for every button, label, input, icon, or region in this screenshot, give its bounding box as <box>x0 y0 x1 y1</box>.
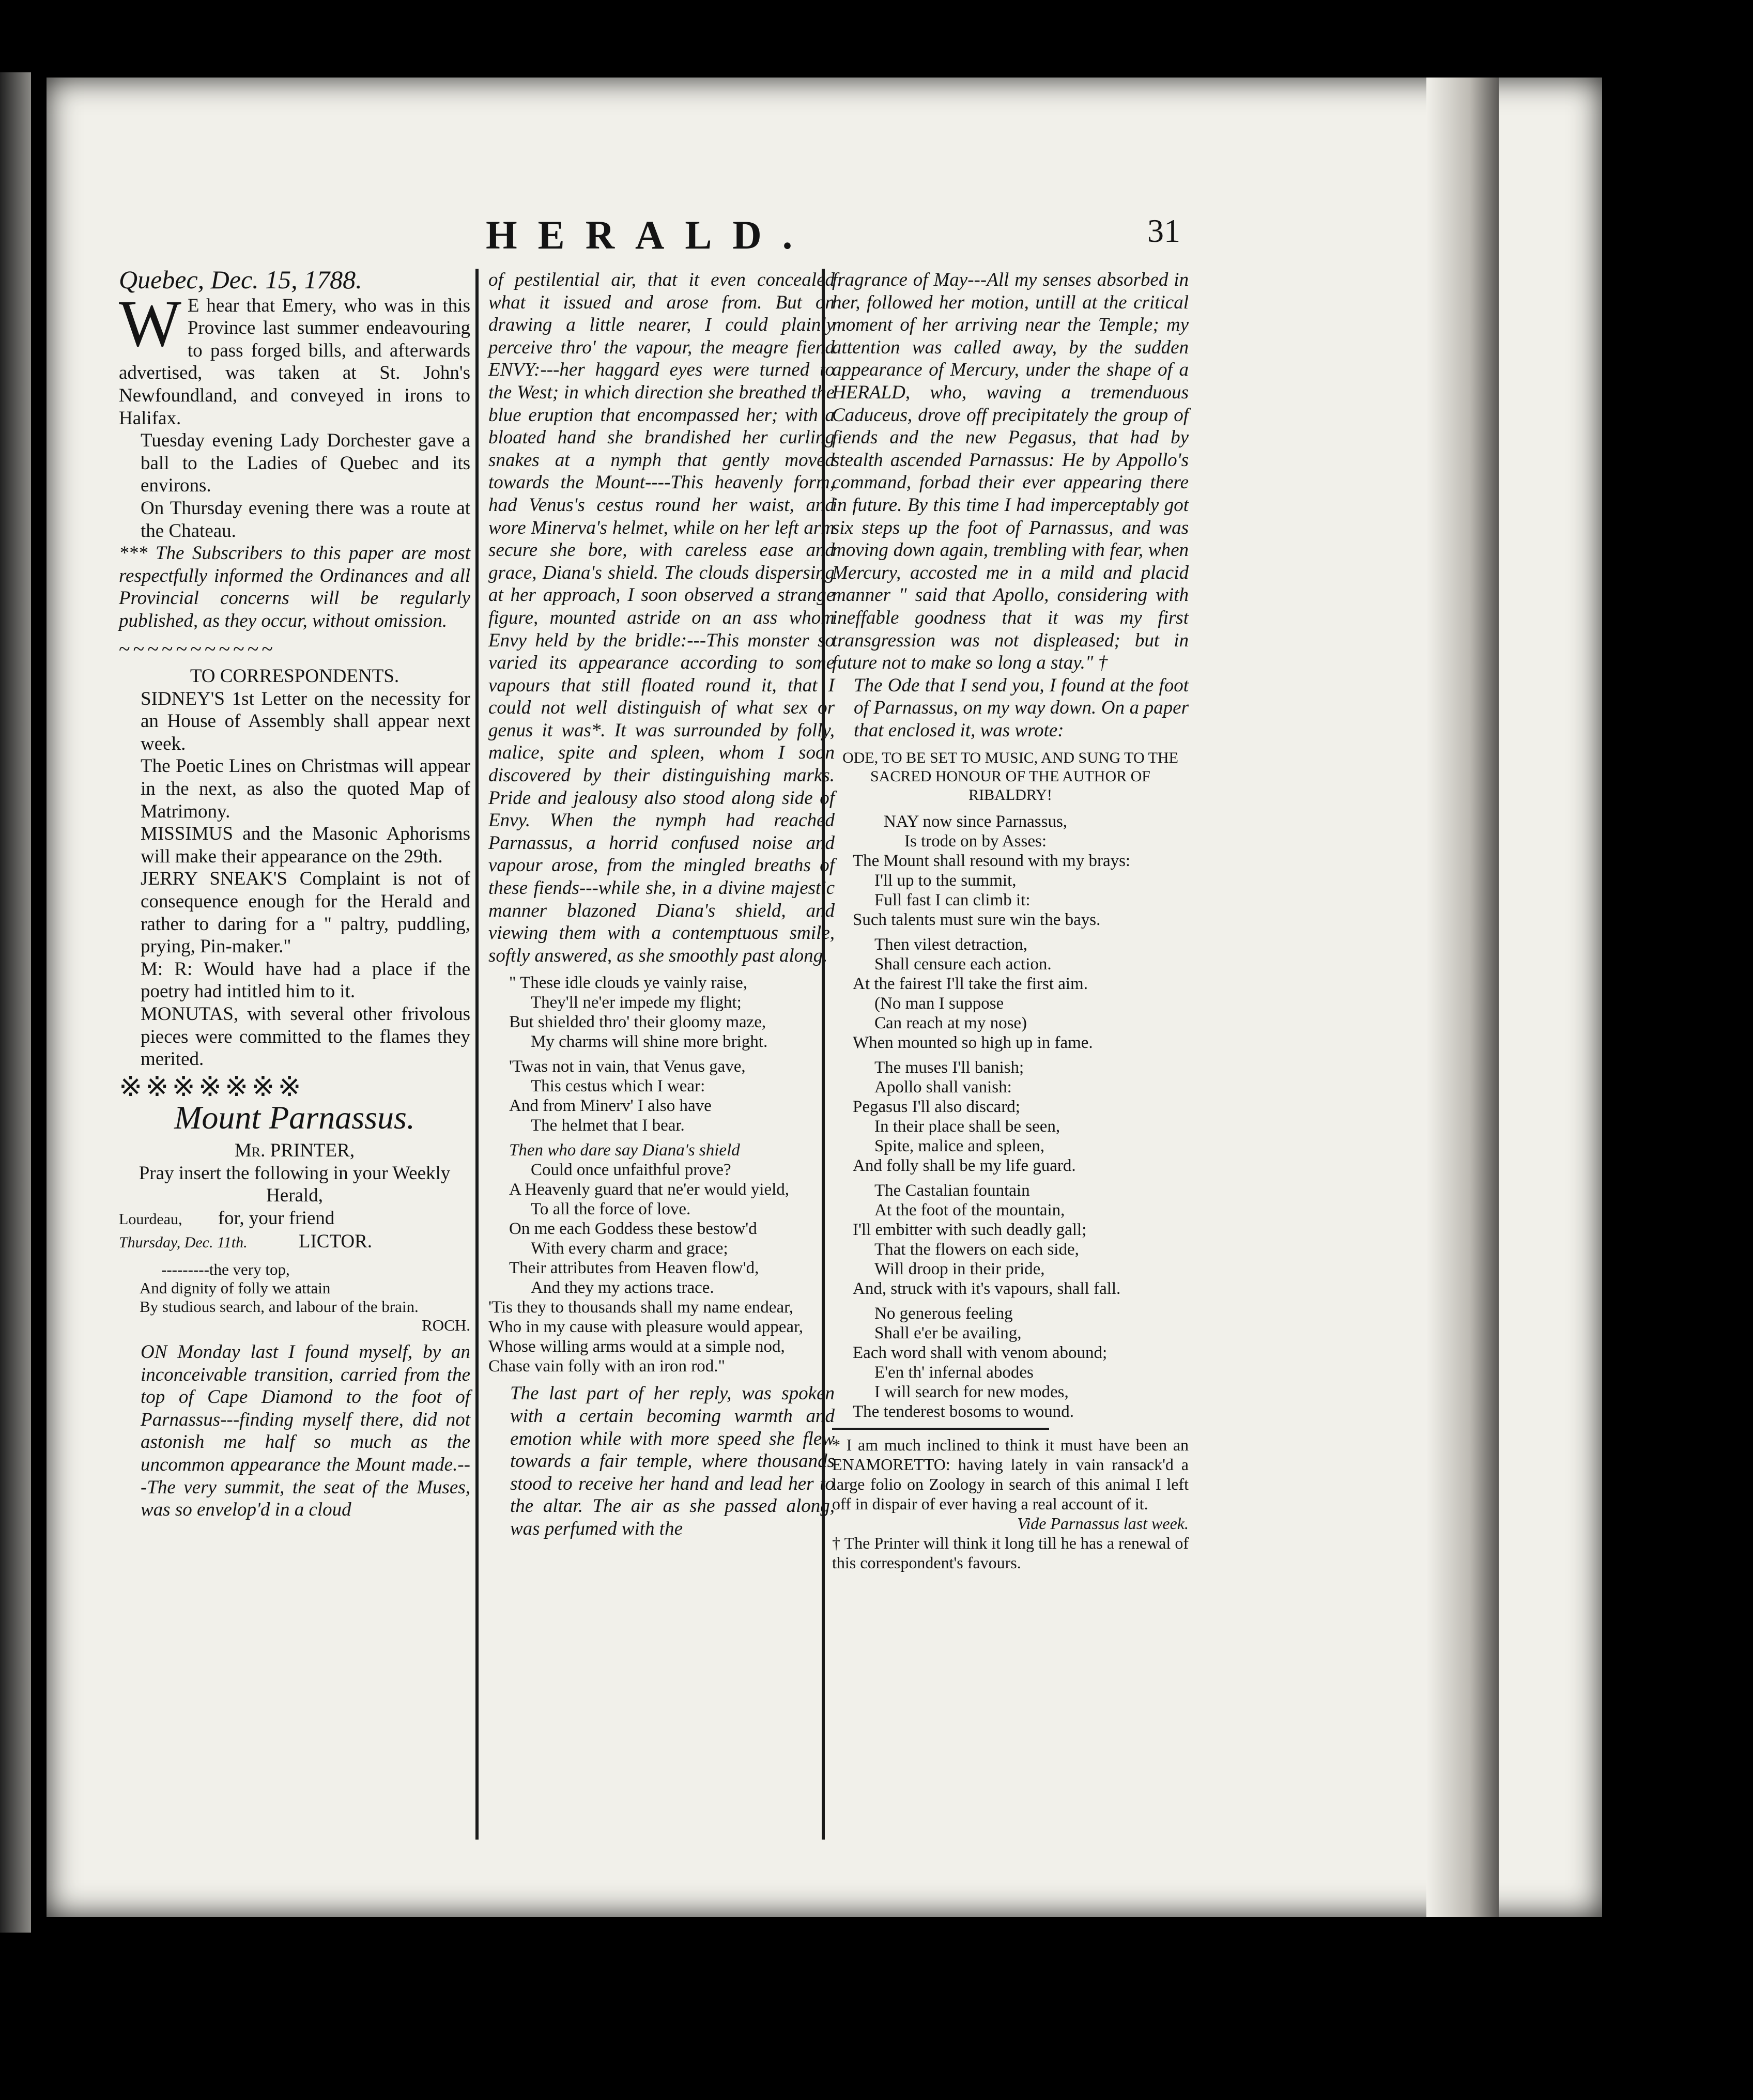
letter-signature: LICTOR. <box>298 1231 373 1253</box>
story-paragraph: The last part of her reply, was spoken with a certain becoming warmth and emotion while with more speed she flew towards a fair temple, where thousands stood to receive her hand and lead her to the altar. The air as she passed along, was perfumed with the <box>510 1383 835 1539</box>
footnote-rule <box>832 1428 1049 1430</box>
correspondent-note: The Poetic Lines on Christmas will appear in the next, as also the quoted Map of Matrimony. <box>141 755 470 822</box>
drop-cap: W <box>119 286 181 360</box>
ode-title: ODE, TO BE SET TO MUSIC, AND SUNG TO THE SACRED HONOUR OF THE AUTHOR OF RIBALDRY! <box>842 749 1178 804</box>
nymph-verse: " These idle clouds ye vainly raise, They'll ne'er impede my flight; But shielded thro' their gloomy maze, My charms will shine more bright. 'Twas not in vain, that Venus gave, This cestus which I wear: And from Minerv' I also have The helmet that I bear. Then who dare say Diana's shield Could once unfaithful prove? A Heavenly guard that ne'er would yield, To all the force of love. On me each Goddess these bestow'd With every charm and grace; Their attributes from Heaven flow'd, And they my actions trace. 'Tis they to thousands shall my name endear, Who in my cause with pleasure would appear, Whose willing arms would at a simple nod, Chase vain folly with an iron rod." <box>488 974 803 1376</box>
page-edge-shadow <box>1426 78 1499 1917</box>
ode-verse: NAY now since Parnassus, Is trode on by Asses: The Mount shall resound with my brays: I'll up to the summit, Full fast I can climb it: Such talents must sure win the bays. Then vilest detraction, Shall censure each action. At the fairest I'll take the first aim. (No man I suppose Can reach at my nose) When mounted so high up in fame. The muses I'll banish; Apollo shall vanish: Pegasus I'll also discard; In their place shall be seen, Spite, malice and spleen, And folly shall be my life guard. The Castalian fountain At the foot of the mountain, I'll embitter with such deadly gall; That the flowers on each side, Will droop in their pride, And, struck with it's vapours, shall fall. No generous feeling Shall e'er be availing, Each word shall with venom abound; E'en th' infernal abodes I will search for new modes, The tenderest bosoms to wound. <box>853 812 1131 1422</box>
letter-place: Lourdeau, <box>119 1210 182 1228</box>
story-paragraph: of pestilential air, that it even concealed what it issued and arose from. But on drawing a little nearer, I could plainly perceive thro' the vapour, the meagre fiend ENVY:---her haggard eyes were turned to the West; in which direction she breathed the blue eruption that encompassed her; with a bloated hand she brandished her curling snakes at a nymph that gently moved towards the Mount----This heavenly form, had Venus's cestus round her waist, and wore Minerva's helmet, while on her left arm secure she bore, with careless ease and grace, Diana's shield. The clouds dispersing at her approach, I soon observed a strange figure, mounted astride on an ass whom Envy held by the bridle:---This monster so varied its appearance according to some vapours that still floated round it, that I could not well distinguish of what sex or genus it was*. It was surrounded by folly, malice, spite and spleen, whom I soon discovered by their distinguishing marks. Pride and jealousy also stood along side of Envy. When the nymph had reached Parnassus, a horrid confused noise and vapour arose, from the mingled breaths of these fiends---while she, in a divine majestic manner blazoned Diana's shield, and viewing them with a contemptuous smile, softly answered, as she smoothly past along. <box>488 269 835 966</box>
letter-body: ON Monday last I found myself, by an inconceivable transition, carried from the top of Cape Diamond to the foot of Parnassus---finding myself there, did not astonish me half so much as the uncommon appearance the Mount made.---The very summit, the seat of the Muses, was so envelop'd in a cloud <box>141 1341 470 1521</box>
correspondent-note: SIDNEY'S 1st Letter on the necessity for an House of Assembly shall appear next week. <box>141 688 470 754</box>
correspondents-title: TO CORRESPONDENTS. <box>190 666 399 687</box>
column-1 <box>119 265 470 1521</box>
subscribers-notice: *** The Subscribers to this paper are most respectfully informed the Ordinances and all Provincial concerns will be regularly published, as they occur, without omission. <box>119 543 470 631</box>
column-3 <box>832 269 1189 1572</box>
correspondent-note: MONUTAS, with several other frivolous pieces were committed to the flames they merited. <box>141 1003 470 1070</box>
epigraph: ---------the very top, And dignity of folly we attain By studious search, and labour of the brain. ROCH. <box>140 1260 470 1334</box>
footnote-citation: Vide Parnassus last week. <box>1017 1514 1189 1533</box>
ornament-block: ※※※※※※※ <box>119 1071 304 1102</box>
letter-for-friend: for, your friend <box>218 1207 335 1229</box>
story-paragraph: fragrance of May---All my senses absorbed in her, followed her motion, untill at the critical moment of her arriving near the Temple; my attention was called away, by the sudden appearance of Mercury, under the shape of a HERALD, who, waving a tremenduous Caduceus, drove off precipitately the group of fiends and the new Pegasus, that had by stealth ascended Parnassus: He by Appollo's command, forbad their ever appearing there in future. By this time I had imperceptably got six steps up the foot of Parnassus, and was moving down again, trembling with fear, when Mercury, accosted me in a mild and placid manner " said that Apollo, considering with ineffable goodness that it was my first transgression was not displeased; but in future not to make so long a stay." † <box>832 269 1189 674</box>
column-2 <box>488 269 835 1540</box>
facing-page-edge <box>0 72 31 1933</box>
column-rule-1 <box>475 269 479 1840</box>
letter-place-line <box>119 1207 470 1231</box>
section-title: Mount Parnassus. <box>174 1099 415 1136</box>
letter-salutation: Mr. PRINTER, <box>234 1139 355 1161</box>
letter-date: Thursday, Dec. 11th. <box>119 1234 248 1252</box>
story-paragraph: The Ode that I send you, I found at the foot of Parnassus, on my way down. On a paper that enclosed it, was wrote: <box>854 674 1189 741</box>
news-item: W E hear that Emery, who was in this Province last summer endeavouring to pass forged bills, and afterwards advertised, was taken at St. John's Newfoundland, and conveyed in irons to Halifax. <box>119 286 470 429</box>
news-item: Tuesday evening Lady Dorchester gave a ball to the Ladies of Quebec and its environs. <box>141 430 470 497</box>
news-item: On Thursday evening there was a route at the Chateau. <box>141 497 470 542</box>
running-head: HERALD. <box>486 212 813 257</box>
ornament-rule: ~~~~~~~~~~~ <box>119 637 276 660</box>
correspondent-note: JERRY SNEAK'S Complaint is not of consequence enough for the Herald and rather to daring for a " paltry, puddling, prying, Pin-maker." <box>141 868 470 958</box>
letter-date-line <box>119 1230 470 1254</box>
letter-request: Pray insert the following in your Weekly Herald, <box>139 1162 451 1207</box>
correspondent-note: MISSIMUS and the Masonic Aphorisms will make their appearance on the 29th. <box>141 823 470 867</box>
footnote: † The Printer will think it long till he has a renewal of this correspondent's favours. <box>832 1534 1189 1572</box>
dateline: Quebec, Dec. 15, 1788. <box>119 265 362 294</box>
footnote: * I am much inclined to think it must have been an ENAMORETTO: having lately in vain ransack'd a large folio on Zoology in search of this animal I left off in dispair of ever having a real account of it. <box>832 1435 1189 1514</box>
correspondent-note: M: R: Would have had a place if the poetry had intitled him to it. <box>141 958 470 1002</box>
page-number: 31 <box>1147 212 1180 249</box>
